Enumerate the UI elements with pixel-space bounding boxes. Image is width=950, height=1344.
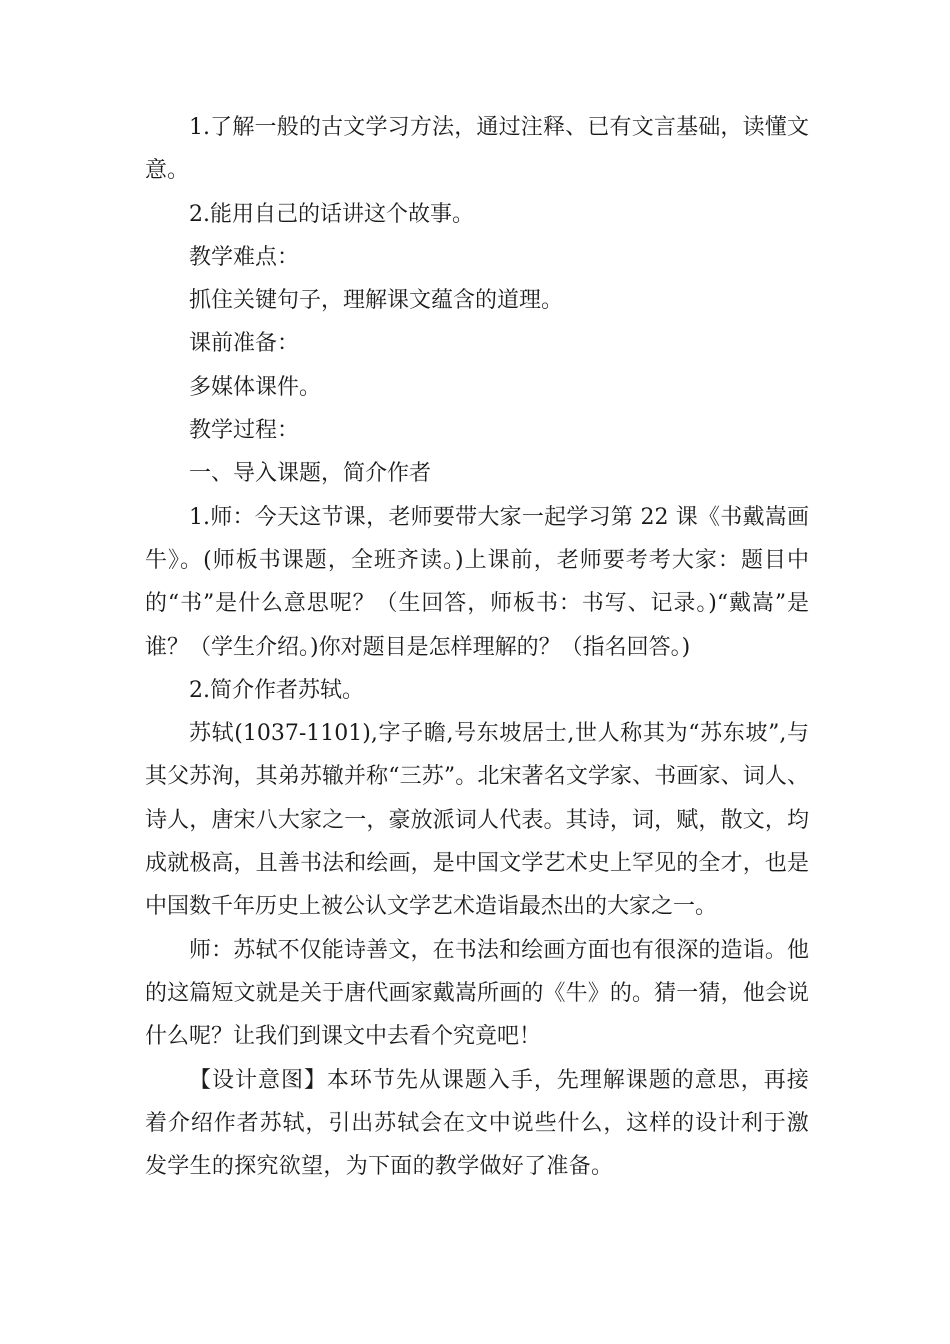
design-intent-paragraph: 【设计意图】本环节先从课题入手，先理解课题的意思，再接着介绍作者苏轼，引出苏轼会在文中说些什么，这样的设计利于激发学生的探究欲望，为下面的教学做好了准备。 <box>145 1067 809 1180</box>
difficulty-text: 抓住关键句子，理解课文蕴含的道理。 <box>189 288 564 314</box>
author-biography: 苏轼(1037-1101),字子瞻,号东坡居士,世人称其为“苏东坡”,与其父苏洵，其弟苏辙并称“三苏”。北宋著名文学家、书画家、词人、诗人，唐宋八大家之一，豪放派词人代表。其诗，词，赋，散文，均成就极高，且善书法和绘画，是中国文学艺术史上罕见的全才，也是中国数千年历史上被公认文学艺术造诣最杰出的大家之一。 <box>145 721 809 920</box>
section-heading-process: 教学过程： <box>189 418 300 444</box>
teacher-transition-paragraph: 师：苏轼不仅能诗善文，在书法和绘画方面也有很深的造诣。他的这篇短文就是关于唐代画家戴嵩所画的《牛》的。猜一猜，他会说什么呢？让我们到课文中去看个究竟吧！ <box>145 937 809 1050</box>
step-heading-introduction: 一、导入课题，简介作者 <box>189 461 432 487</box>
section-heading-preparation: 课前准备： <box>189 331 300 357</box>
author-intro-heading: 2.简介作者苏轼。 <box>189 677 364 703</box>
section-heading-difficulty: 教学难点： <box>189 244 300 270</box>
document-page <box>145 106 809 1188</box>
teacher-introduction-paragraph: 1.师：今天这节课，老师要带大家一起学习第 22 课《书戴嵩画牛》。(师板书课题，全班齐读。)上课前，老师要考考大家：题目中的“书”是什么意思呢？（生回答，师板书：书写、记录。)“戴嵩”是谁？（学生介绍。)你对题目是怎样理解的？（指名回答。) <box>145 504 809 660</box>
objective-1: 1.了解一般的古文学习方法，通过注释、已有文言基础，读懂文意。 <box>145 115 809 184</box>
preparation-text: 多媒体课件。 <box>189 374 322 400</box>
objective-2: 2.能用自己的话讲这个故事。 <box>189 201 474 227</box>
